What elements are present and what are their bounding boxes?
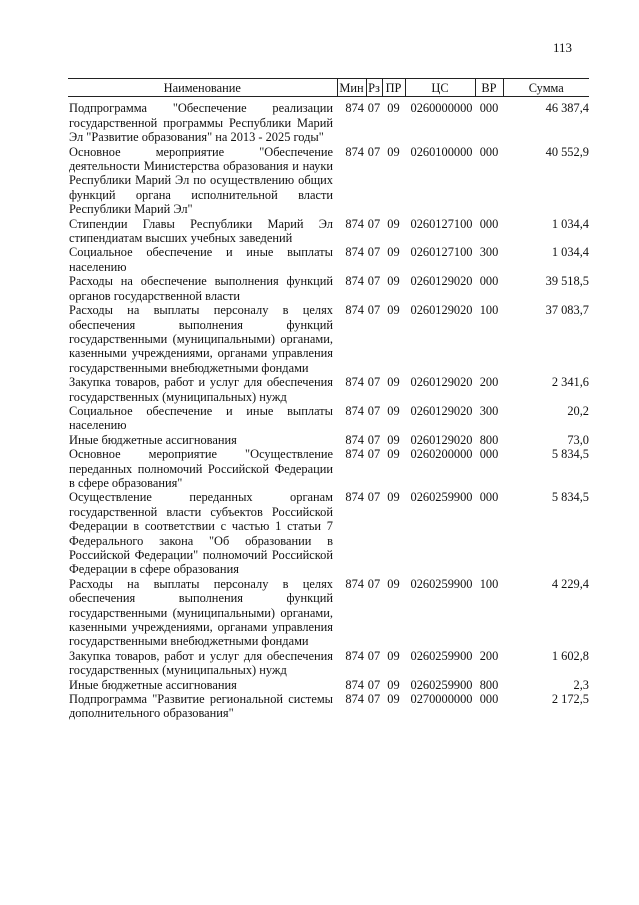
table-row [68, 649, 589, 678]
cell-rz: 07 [367, 101, 381, 116]
cell-cs: 0260129020 [410, 303, 473, 318]
cell-sum: 1 602,8 [551, 648, 589, 663]
cell-vr: 100 [479, 576, 499, 591]
cell-vr: 000 [479, 144, 499, 159]
cell-cs: 0260127100 [410, 245, 473, 260]
cell-sum: 73,0 [567, 432, 589, 447]
cell-cs: 0260127100 [410, 216, 473, 231]
cell-cs: 0260200000 [410, 447, 473, 462]
cell-cs: 0260259900 [410, 576, 473, 591]
column-header-rz: Рз [366, 79, 382, 97]
cell-pr: 09 [387, 692, 400, 707]
cell-cs: 0260129020 [410, 274, 473, 289]
cell-name: Иные бюджетные ассигнования [69, 677, 237, 692]
table-row [68, 692, 589, 721]
cell-name: Подпрограмма "Развитие региональной системы дополнительного образования" [69, 692, 333, 721]
table-row [68, 245, 589, 274]
cell-sum: 4 229,4 [551, 576, 589, 591]
column-header-name: Наименование [68, 79, 337, 97]
cell-name: Расходы на выплаты персоналу в целях обеспечения выполнения функций государственными (муниципальными) органами, казенными учреждениями, органами управления государственными внебюджетными фондами [69, 576, 333, 649]
cell-vr: 300 [479, 403, 499, 418]
table-header [68, 79, 589, 97]
cell-sum: 5 834,5 [551, 447, 589, 462]
cell-name: Закупка товаров, работ и услуг для обеспечения государственных (муниципальных) нужд [69, 375, 333, 404]
cell-name: Основное мероприятие "Осуществление переданных полномочий Российской Федерации в сфере образования" [69, 447, 333, 490]
cell-vr: 800 [479, 677, 499, 692]
column-header-min: Мин [337, 79, 366, 97]
cell-sum: 1 034,4 [551, 245, 589, 260]
cell-cs: 0260259900 [410, 648, 473, 663]
cell-rz: 07 [367, 648, 381, 663]
cell-rz: 07 [367, 576, 381, 591]
cell-pr: 09 [387, 447, 400, 462]
table-row [68, 375, 589, 404]
table-row [68, 97, 589, 145]
table-row [68, 447, 589, 490]
budget-table [68, 78, 589, 721]
cell-rz: 07 [367, 432, 381, 447]
cell-name: Расходы на выплаты персоналу в целях обеспечения выполнения функций государственными (муниципальными) органами, казенными учреждениями, органами управления государственными внебюджетными фондами [69, 303, 333, 375]
cell-min: 874 [345, 403, 364, 418]
cell-vr: 800 [479, 432, 499, 447]
table-row [68, 303, 589, 375]
cell-min: 874 [345, 303, 364, 318]
cell-pr: 09 [387, 144, 400, 159]
cell-min: 874 [345, 677, 364, 692]
cell-name: Осуществление переданных органам государственной власти субъектов Российской Федерации в соответствии с частью 1 статьи 7 Федерального закона "Об образовании в Российской Федерации" полномочий Российской Федерации в сфере образования [69, 490, 333, 577]
cell-vr: 000 [479, 447, 499, 462]
cell-rz: 07 [367, 303, 381, 318]
cell-vr: 200 [479, 648, 499, 663]
table-row [68, 678, 589, 692]
cell-sum: 40 552,9 [545, 144, 589, 159]
cell-name: Иные бюджетные ассигнования [69, 432, 237, 447]
table-row [68, 577, 589, 649]
cell-rz: 07 [367, 692, 381, 707]
cell-vr: 100 [479, 303, 499, 318]
cell-pr: 09 [387, 245, 400, 260]
cell-name: Подпрограмма "Обеспечение реализации государственной программы Республики Марий Эл "Развитие образования" на 2013 - 2025 годы" [69, 101, 333, 145]
table-row [68, 274, 589, 303]
cell-cs: 0260129020 [410, 432, 473, 447]
cell-pr: 09 [387, 677, 400, 692]
cell-name: Расходы на обеспечение выполнения функций органов государственной власти [69, 274, 333, 303]
column-header-vr: ВР [475, 79, 503, 97]
cell-vr: 000 [479, 490, 499, 505]
table-body [68, 97, 589, 721]
cell-sum: 5 834,5 [551, 490, 589, 505]
cell-min: 874 [345, 692, 364, 707]
cell-cs: 0260100000 [410, 144, 473, 159]
cell-cs: 0260129020 [410, 375, 473, 390]
cell-rz: 07 [367, 447, 381, 462]
cell-pr: 09 [387, 576, 400, 591]
column-header-cs: ЦС [405, 79, 475, 97]
page-number: 113 [553, 40, 573, 55]
cell-cs: 0260129020 [410, 403, 473, 418]
cell-min: 874 [345, 101, 364, 116]
cell-min: 874 [345, 576, 364, 591]
cell-rz: 07 [367, 216, 381, 231]
cell-rz: 07 [367, 403, 381, 418]
cell-sum: 46 387,4 [545, 101, 589, 116]
cell-min: 874 [345, 274, 364, 289]
table-row [68, 145, 589, 217]
cell-sum: 2 341,6 [551, 375, 589, 390]
cell-min: 874 [345, 490, 364, 505]
cell-pr: 09 [387, 375, 400, 390]
table-row [68, 404, 589, 433]
cell-vr: 000 [479, 101, 499, 116]
cell-sum: 1 034,4 [551, 216, 589, 231]
cell-vr: 000 [479, 274, 499, 289]
cell-name: Социальное обеспечение и иные выплаты населению [69, 403, 333, 433]
cell-rz: 07 [367, 677, 381, 692]
cell-cs: 0260000000 [410, 101, 473, 116]
cell-rz: 07 [367, 375, 381, 390]
cell-name: Основное мероприятие "Обеспечение деятельности Министерства образования и науки Республики Марий Эл по осуществлению общих функций органа исполнительной власти Республики Марий Эл" [69, 144, 333, 217]
cell-pr: 09 [387, 101, 400, 116]
cell-rz: 07 [367, 274, 381, 289]
column-header-sum: Сумма [503, 79, 589, 97]
cell-rz: 07 [367, 490, 381, 505]
cell-sum: 20,2 [567, 403, 589, 418]
cell-vr: 200 [479, 375, 499, 390]
table-row [68, 217, 589, 246]
cell-sum: 2 172,5 [551, 692, 589, 707]
cell-min: 874 [345, 648, 364, 663]
cell-pr: 09 [387, 274, 400, 289]
column-header-pr: ПР [382, 79, 405, 97]
cell-min: 874 [345, 245, 364, 260]
cell-pr: 09 [387, 303, 400, 318]
cell-pr: 09 [387, 648, 400, 663]
cell-cs: 0260259900 [410, 490, 473, 505]
cell-cs: 0270000000 [410, 692, 473, 707]
cell-min: 874 [345, 216, 364, 231]
cell-rz: 07 [367, 144, 381, 159]
table-row [68, 490, 589, 576]
cell-pr: 09 [387, 403, 400, 418]
cell-sum: 2,3 [573, 677, 589, 692]
cell-pr: 09 [387, 432, 400, 447]
table-row [68, 433, 589, 447]
cell-vr: 000 [479, 216, 499, 231]
cell-min: 874 [345, 447, 364, 462]
cell-vr: 300 [479, 245, 499, 260]
cell-sum: 39 518,5 [545, 274, 589, 289]
cell-pr: 09 [387, 490, 400, 505]
cell-rz: 07 [367, 245, 381, 260]
cell-pr: 09 [387, 216, 400, 231]
cell-name: Стипендии Главы Республики Марий Эл стипендиатам высших учебных заведений [69, 216, 333, 246]
cell-sum: 37 083,7 [545, 303, 589, 318]
cell-name: Социальное обеспечение и иные выплаты населению [69, 245, 333, 274]
cell-vr: 000 [479, 692, 499, 707]
cell-min: 874 [345, 375, 364, 390]
cell-cs: 0260259900 [410, 677, 473, 692]
cell-min: 874 [345, 144, 364, 159]
cell-min: 874 [345, 432, 364, 447]
cell-name: Закупка товаров, работ и услуг для обеспечения государственных (муниципальных) нужд [69, 648, 333, 678]
